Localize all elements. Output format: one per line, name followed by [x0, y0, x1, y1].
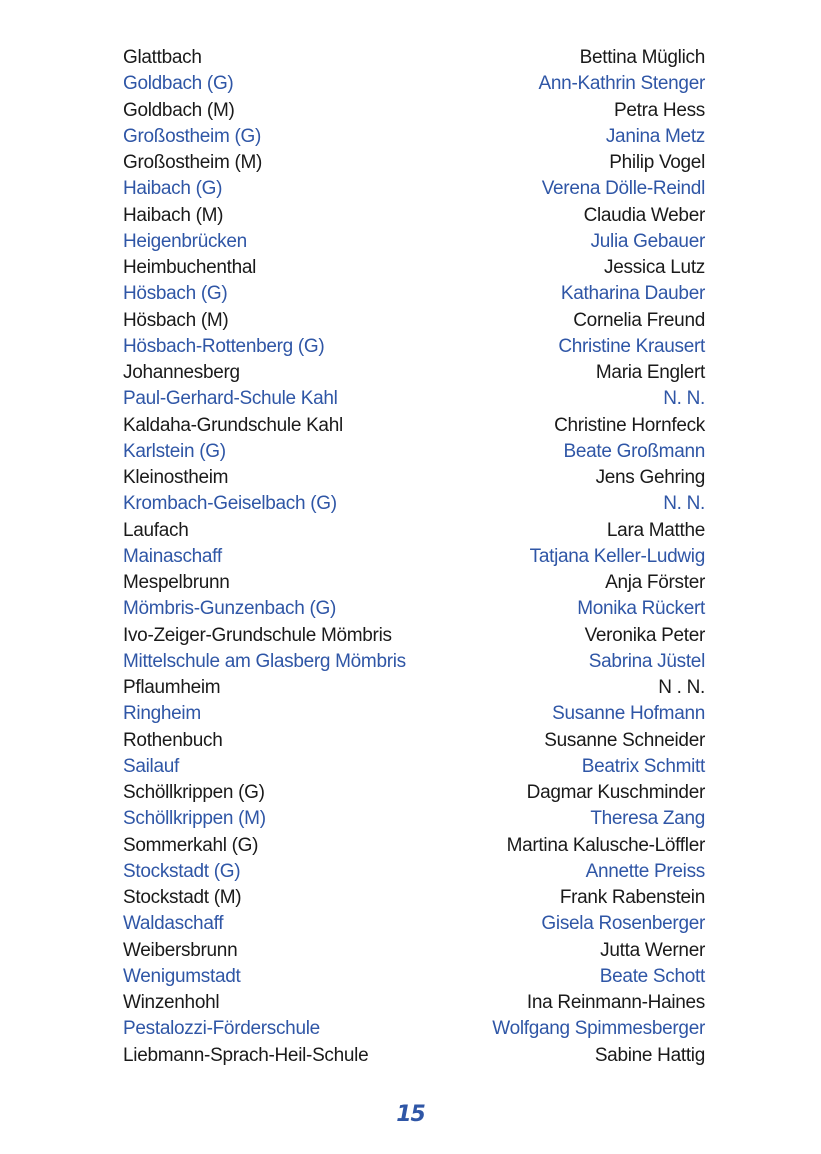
contact-name: Dagmar Kuschminder	[526, 782, 705, 804]
school-name: Pestalozzi-Förderschule	[123, 1018, 320, 1040]
school-name: Pflaumheim	[123, 677, 221, 699]
school-name: Kleinostheim	[123, 467, 229, 489]
list-item	[123, 780, 705, 806]
contact-name: Christine Hornfeck	[554, 414, 705, 436]
school-name: Schöllkrippen (G)	[123, 782, 265, 804]
list-item	[123, 1043, 705, 1069]
school-name: Karlstein (G)	[123, 440, 226, 462]
school-name: Ringheim	[123, 703, 201, 725]
school-name: Mömbris-Gunzenbach (G)	[123, 598, 337, 620]
list-item	[123, 754, 705, 780]
contact-name: Gisela Rosenberger	[541, 913, 705, 935]
contact-name: N. N.	[663, 388, 705, 410]
list-item	[123, 124, 705, 150]
contact-name: Susanne Schneider	[544, 729, 705, 751]
contact-name: Cornelia Freund	[573, 309, 705, 331]
school-name: Goldbach (G)	[123, 73, 234, 95]
contact-name: Beate Großmann	[563, 440, 705, 462]
list-item	[123, 1016, 705, 1042]
contact-name: N. N.	[663, 493, 705, 515]
list-item	[123, 701, 705, 727]
list-item	[123, 885, 705, 911]
contact-name: Anja Förster	[605, 572, 705, 594]
list-item	[123, 491, 705, 517]
list-item	[123, 833, 705, 859]
list-item	[123, 308, 705, 334]
contact-name: Petra Hess	[614, 99, 705, 121]
school-name: Waldaschaff	[123, 913, 224, 935]
school-name: Stockstadt (G)	[123, 860, 241, 882]
school-contact-list	[123, 45, 705, 1069]
school-name: Großostheim (M)	[123, 152, 263, 174]
school-name: Sailauf	[123, 755, 179, 777]
contact-name: Martina Kalusche-Löffler	[506, 834, 705, 856]
school-name: Winzenhohl	[123, 992, 220, 1014]
list-item	[123, 649, 705, 675]
list-item	[123, 465, 705, 491]
list-item	[123, 439, 705, 465]
contact-name: Verena Dölle-Reindl	[541, 178, 705, 200]
list-item	[123, 911, 705, 937]
contact-name: Theresa Zang	[590, 808, 705, 830]
contact-name: N . N.	[658, 677, 705, 699]
list-item	[123, 229, 705, 255]
contact-name: Christine Krausert	[558, 335, 705, 357]
list-item	[123, 150, 705, 176]
school-name: Heimbuchenthal	[123, 257, 257, 279]
contact-name: Claudia Weber	[583, 204, 705, 226]
list-item	[123, 596, 705, 622]
list-item	[123, 386, 705, 412]
list-item	[123, 71, 705, 97]
list-item	[123, 98, 705, 124]
contact-name: Bettina Müglich	[579, 47, 705, 69]
school-name: Hösbach (G)	[123, 283, 228, 305]
school-name: Sommerkahl (G)	[123, 834, 259, 856]
school-name: Haibach (M)	[123, 204, 224, 226]
contact-name: Wolfgang Spimmesberger	[492, 1018, 705, 1040]
list-item	[123, 990, 705, 1016]
contact-name: Jens Gehring	[595, 467, 705, 489]
contact-name: Susanne Hofmann	[552, 703, 705, 725]
contact-name: Monika Rückert	[577, 598, 705, 620]
school-name: Glattbach	[123, 47, 202, 69]
contact-name: Philip Vogel	[609, 152, 705, 174]
school-name: Mespelbrunn	[123, 572, 230, 594]
contact-name: Veronika Peter	[584, 624, 705, 646]
page-number: 15	[396, 1102, 425, 1127]
school-name: Mittelschule am Glasberg Mömbris	[123, 650, 406, 672]
contact-name: Tatjana Keller-Ludwig	[529, 545, 705, 567]
list-item	[123, 728, 705, 754]
school-name: Johannesberg	[123, 362, 240, 384]
contact-name: Ina Reinmann-Haines	[526, 992, 705, 1014]
school-name: Heigenbrücken	[123, 230, 247, 252]
list-item	[123, 570, 705, 596]
list-item	[123, 203, 705, 229]
contact-name: Jessica Lutz	[604, 257, 705, 279]
contact-name: Annette Preiss	[585, 860, 705, 882]
school-name: Stockstadt (M)	[123, 887, 242, 909]
list-item	[123, 938, 705, 964]
contact-name: Beate Schott	[599, 965, 705, 987]
list-item	[123, 334, 705, 360]
school-name: Wenigumstadt	[123, 965, 241, 987]
contact-name: Janina Metz	[605, 125, 705, 147]
list-item	[123, 859, 705, 885]
school-name: Haibach (G)	[123, 178, 223, 200]
list-item	[123, 413, 705, 439]
list-item	[123, 176, 705, 202]
contact-name: Jutta Werner	[600, 939, 705, 961]
school-name: Mainaschaff	[123, 545, 222, 567]
list-item	[123, 360, 705, 386]
contact-name: Ann-Kathrin Stenger	[538, 73, 705, 95]
school-name: Paul-Gerhard-Schule Kahl	[123, 388, 338, 410]
list-item	[123, 518, 705, 544]
school-name: Liebmann-Sprach-Heil-Schule	[123, 1044, 369, 1066]
contact-name: Maria Englert	[595, 362, 705, 384]
school-name: Hösbach-Rottenberg (G)	[123, 335, 325, 357]
list-item	[123, 544, 705, 570]
school-name: Ivo-Zeiger-Grundschule Mömbris	[123, 624, 392, 646]
contact-name: Sabrina Jüstel	[588, 650, 705, 672]
contact-name: Lara Matthe	[606, 519, 705, 541]
contact-name: Beatrix Schmitt	[581, 755, 705, 777]
contact-name: Sabine Hattig	[594, 1044, 705, 1066]
contact-name: Julia Gebauer	[590, 230, 705, 252]
list-item	[123, 281, 705, 307]
list-item	[123, 964, 705, 990]
school-name: Kaldaha-Grundschule Kahl	[123, 414, 343, 436]
school-name: Laufach	[123, 519, 189, 541]
school-name: Hösbach (M)	[123, 309, 229, 331]
list-item	[123, 45, 705, 71]
school-name: Schöllkrippen (M)	[123, 808, 266, 830]
list-item	[123, 675, 705, 701]
school-name: Krombach-Geiselbach (G)	[123, 493, 337, 515]
school-name: Goldbach (M)	[123, 99, 235, 121]
contact-name: Katharina Dauber	[560, 283, 705, 305]
list-item	[123, 623, 705, 649]
school-name: Großostheim (G)	[123, 125, 262, 147]
school-name: Rothenbuch	[123, 729, 223, 751]
school-name: Weibersbrunn	[123, 939, 238, 961]
list-item	[123, 806, 705, 832]
list-item	[123, 255, 705, 281]
contact-name: Frank Rabenstein	[559, 887, 705, 909]
